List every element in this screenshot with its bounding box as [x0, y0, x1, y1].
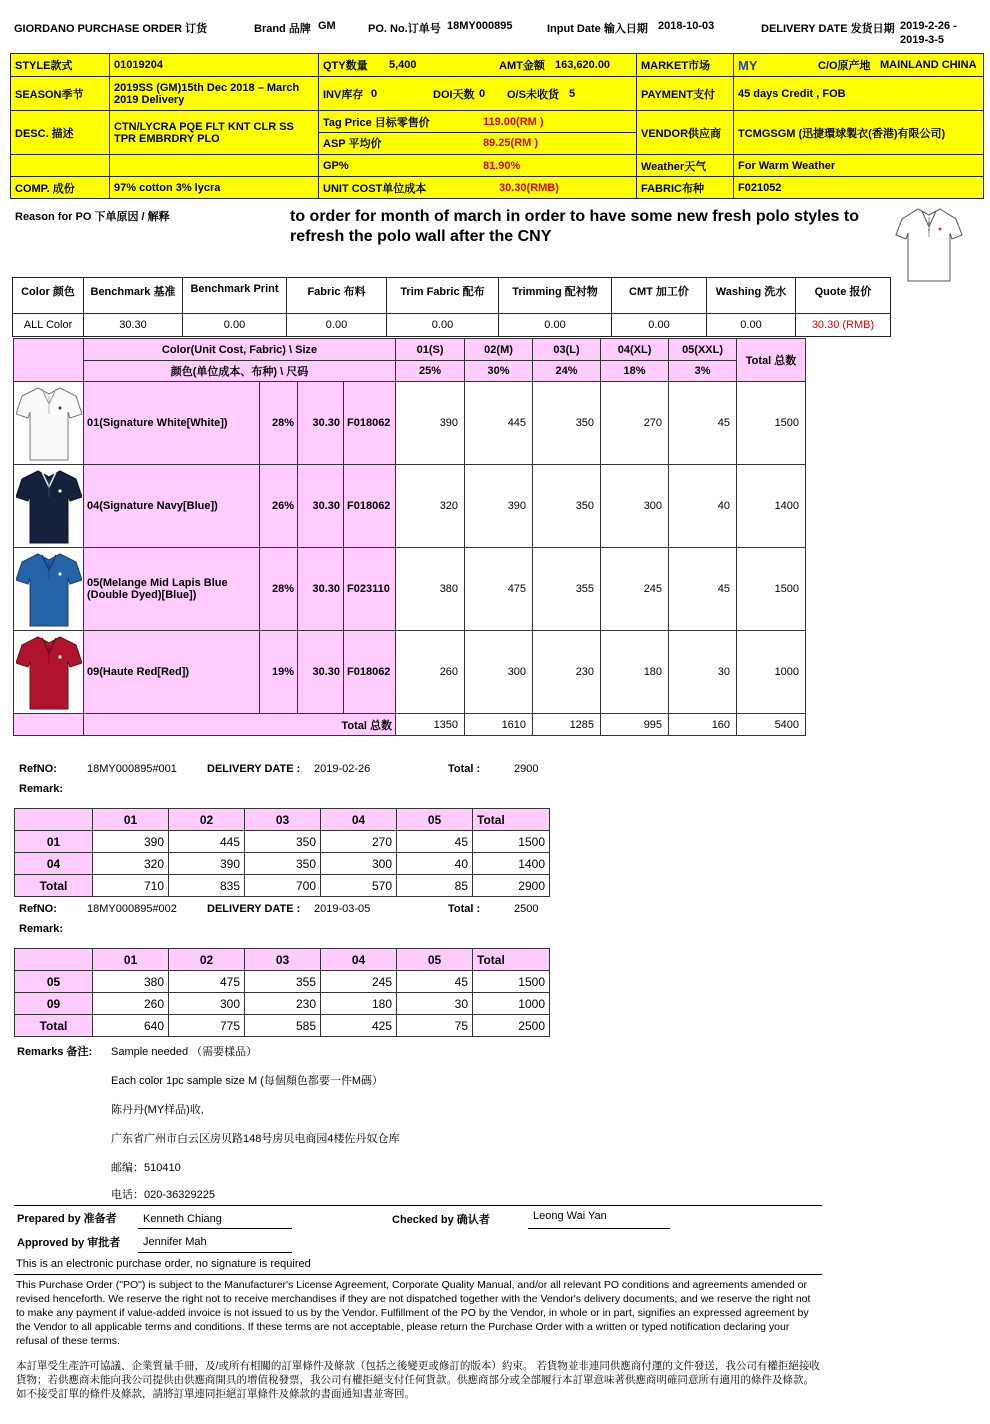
cost-header-quote: Quote 报价: [796, 278, 891, 314]
fabric-value: F021052: [734, 177, 984, 199]
comp-label: COMP. 成份: [11, 177, 110, 199]
ref1-remark-label: Remark:: [19, 783, 64, 795]
ref2-cell: 1000: [473, 993, 550, 1015]
ref1-row-label: 01: [15, 831, 93, 853]
ref1-cell: 1500: [473, 831, 550, 853]
white-polo-icon: [16, 384, 82, 462]
ref2-cell: 355: [245, 971, 321, 993]
ref2-date-value: 2019-03-05: [314, 903, 371, 915]
ref2-cell: 2500: [473, 1015, 550, 1037]
ref2-total-value: 2500: [514, 903, 539, 915]
ref1-cell: 350: [245, 853, 321, 875]
grand-total-l: 1285: [533, 714, 601, 736]
ref2-cell: 1500: [473, 971, 550, 993]
matrix-row-total: 1400: [737, 465, 806, 548]
inv-label: INV库存: [323, 88, 364, 101]
season-value: 2019SS (GM)15th Dec 2018 – March 2019 Delivery: [110, 77, 319, 111]
comp-value: 97% cotton 3% lycra: [110, 177, 319, 199]
qty-value: 5,400: [389, 59, 417, 71]
ref2-cell: 300: [169, 993, 245, 1015]
po-value: 18MY000895: [447, 20, 513, 32]
remark-line: Each color 1pc sample size M (每個顏色都要一件M碼）: [111, 1075, 383, 1087]
origin-label: C/O原产地: [818, 60, 871, 72]
grand-total-all: 5400: [737, 714, 806, 736]
matrix-color-cost: 30.30: [298, 548, 344, 631]
ref2-col-04: 04: [321, 949, 397, 971]
cost-cell-fabric: 0.00: [287, 314, 387, 337]
size-ratio-xl: 18%: [601, 361, 669, 382]
matrix-row-total: 1500: [737, 548, 806, 631]
qty-label: QTY数量: [323, 60, 368, 72]
size-header-l: 03(L): [533, 339, 601, 361]
ref2-cell: 380: [93, 971, 169, 993]
ref2-col-01: 01: [93, 949, 169, 971]
cost-cell-benchmark-print: 0.00: [183, 314, 287, 337]
ref2-cell: 230: [245, 993, 321, 1015]
matrix-color-name: 05(Melange Mid Lapis Blue (Double Dyed)[Blue]): [84, 548, 260, 631]
matrix-color-cost: 30.30: [298, 382, 344, 465]
ref1-cell: 85: [397, 875, 473, 897]
cost-header-trim-fabric: Trim Fabric 配布: [387, 278, 499, 314]
matrix-qty-xxl: 40: [669, 465, 737, 548]
remark-line: Sample needed （需要樣品）: [111, 1046, 258, 1058]
checked-by-label: Checked by 确认者: [392, 1214, 490, 1226]
ref1-cell: 300: [321, 853, 397, 875]
prepared-by-underline: [138, 1228, 292, 1229]
matrix-row: [14, 382, 806, 465]
matrix-color-cost: 30.30: [298, 631, 344, 714]
ref2-row-label: 05: [15, 971, 93, 993]
table-row: [15, 875, 550, 897]
size-quantity-matrix: [13, 338, 806, 736]
origin-value: MAINLAND CHINA: [880, 59, 977, 71]
ref2-cell: 30: [397, 993, 473, 1015]
ref1-cell: 320: [93, 853, 169, 875]
ref1-row-label: Total: [15, 875, 93, 897]
ref2-cell: 775: [169, 1015, 245, 1037]
ref1-date-value: 2019-02-26: [314, 763, 371, 775]
cost-header-trimming: Trimming 配衬物: [499, 278, 612, 314]
matrix-color-pct: 26%: [260, 465, 298, 548]
matrix-color-pct: 28%: [260, 548, 298, 631]
tag-price-label: Tag Price 目标零售价: [323, 116, 430, 129]
cost-cell-color: ALL Color: [13, 314, 84, 337]
cost-cell-washing: 0.00: [707, 314, 796, 337]
ref2-col-total: Total: [473, 949, 550, 971]
cost-header-washing: Washing 洗水: [707, 278, 796, 314]
doi-label: DOI天数: [433, 88, 475, 101]
remarks-label: Remarks 备注:: [17, 1046, 93, 1058]
matrix-color-name: 01(Signature White[White]): [84, 382, 260, 465]
ref1-cell: 350: [245, 831, 321, 853]
matrix-row: [14, 548, 806, 631]
ref1-cell: 835: [169, 875, 245, 897]
grand-total-s: 1350: [396, 714, 465, 736]
delivery-date-value-start: 2019-2-26 -: [900, 20, 957, 32]
matrix-qty-s: 320: [396, 465, 465, 548]
matrix-qty-xxl: 45: [669, 382, 737, 465]
matrix-qty-m: 475: [465, 548, 533, 631]
inv-value: 0: [371, 87, 378, 100]
brand-label: Brand 品牌: [254, 23, 311, 35]
ref2-cell: 260: [93, 993, 169, 1015]
approved-by-underline: [138, 1252, 292, 1253]
ref1-label: RefNO:: [19, 763, 57, 775]
grand-total-xl: 995: [601, 714, 669, 736]
ref2-cell: 245: [321, 971, 397, 993]
ref1-cell: 270: [321, 831, 397, 853]
asp-value: 89.25(RM ): [483, 137, 539, 149]
navy-polo-icon: [16, 467, 82, 545]
ref2-cell: 75: [397, 1015, 473, 1037]
amt-label: AMT金额: [499, 60, 545, 72]
matrix-grand-total-row: [14, 714, 806, 736]
page-title: GIORDANO PURCHASE ORDER 订货: [14, 23, 208, 35]
outstanding-label: O/S未收货: [507, 88, 559, 101]
ref1-cell: 570: [321, 875, 397, 897]
remark-line: 电话：020-36329225: [111, 1189, 215, 1201]
matrix-color-cost: 30.30: [298, 465, 344, 548]
ref2-cell: 475: [169, 971, 245, 993]
po-info-grid: [10, 53, 984, 199]
cost-cell-trimming: 0.00: [499, 314, 612, 337]
matrix-header-cn: 颜色(单位成本、布种) \ 尺码: [84, 361, 396, 382]
amt-value: 163,620.00: [555, 59, 611, 71]
tag-price-value: 119.00(RM ): [483, 115, 544, 128]
ref2-total-label: Total :: [448, 903, 481, 915]
grand-total-m: 1610: [465, 714, 533, 736]
size-header-xxl: 05(XXL): [669, 339, 737, 361]
electronic-note: This is an electronic purchase order, no signature is required: [16, 1258, 311, 1270]
matrix-qty-m: 445: [465, 382, 533, 465]
ref2-cell: 45: [397, 971, 473, 993]
ref2-col-03: 03: [245, 949, 321, 971]
cost-cell-trim-fabric: 0.00: [387, 314, 499, 337]
section-divider: [14, 1205, 822, 1206]
cost-header-color: Color 颜色: [13, 278, 84, 314]
ref1-col-02: 02: [169, 809, 245, 831]
ref1-cell: 445: [169, 831, 245, 853]
matrix-qty-xl: 300: [601, 465, 669, 548]
reason-label: Reason for PO 下单原因 / 解释: [15, 211, 170, 223]
matrix-qty-s: 380: [396, 548, 465, 631]
ref1-col-total: Total: [473, 809, 550, 831]
payment-label: PAYMENT支付: [637, 77, 734, 111]
matrix-color-pct: 28%: [260, 382, 298, 465]
cost-cell-quote: 30.30 (RMB): [796, 314, 891, 337]
matrix-row: [14, 631, 806, 714]
ref1-row-label: 04: [15, 853, 93, 875]
table-row: [15, 971, 550, 993]
vendor-label: VENDOR供应商: [637, 111, 734, 155]
ref1-cell: 700: [245, 875, 321, 897]
matrix-qty-xxl: 30: [669, 631, 737, 714]
table-row: [15, 1015, 550, 1037]
ref1-cell: 45: [397, 831, 473, 853]
matrix-grand-total-label: Total 总数: [84, 714, 396, 736]
ref2-cell: 425: [321, 1015, 397, 1037]
ref1-cell: 1400: [473, 853, 550, 875]
ref1-col-03: 03: [245, 809, 321, 831]
approved-by-value: Jennifer Mah: [143, 1236, 207, 1248]
matrix-color-name: 04(Signature Navy[Blue]): [84, 465, 260, 548]
cost-header-benchmark: Benchmark 基准: [84, 278, 183, 314]
ref1-cell: 2900: [473, 875, 550, 897]
cost-cell-cmt: 0.00: [612, 314, 707, 337]
size-header-m: 02(M): [465, 339, 533, 361]
polo-sketch-icon: [894, 203, 964, 285]
blue-polo-icon: [16, 550, 82, 628]
matrix-qty-l: 230: [533, 631, 601, 714]
remark-line: 陈丹丹(MY样品)收,: [111, 1104, 204, 1116]
ref2-row-label: 09: [15, 993, 93, 1015]
red-polo-icon: [16, 633, 82, 711]
cost-breakdown-table: [12, 277, 891, 337]
ref2-value: 18MY000895#002: [87, 903, 177, 915]
ref2-label: RefNO:: [19, 903, 57, 915]
unit-cost-label: UNIT COST单位成本: [323, 182, 427, 195]
cost-header-benchmark-print: Benchmark Print: [183, 278, 287, 314]
delivery-date-label: DELIVERY DATE 发货日期: [761, 23, 895, 35]
remark-line: 邮编：510410: [111, 1162, 181, 1174]
market-label: MARKET市场: [637, 54, 734, 77]
size-header-xl: 04(XL): [601, 339, 669, 361]
ref1-col-01: 01: [93, 809, 169, 831]
matrix-color-fabric: F018062: [344, 631, 396, 714]
matrix-color-fabric: F023110: [344, 548, 396, 631]
ref2-col-05: 05: [397, 949, 473, 971]
unit-cost-value: 30.30(RMB): [499, 181, 559, 194]
weather-value: For Warm Weather: [734, 155, 984, 177]
prepared-by-label: Prepared by 准备者: [17, 1213, 117, 1225]
matrix-row: [14, 465, 806, 548]
ref2-cell: 585: [245, 1015, 321, 1037]
terms-english: This Purchase Order ("PO") is subject to the Manufacturer's License Agreement, Corporate Quality Manual, and/or all relevant PO conditions and agreements amended or revised henceforth. We reserve the right not to receive merchandises if they are not dispatched together with the Vendor's delivery documents, and we reserve the right not to make any payment if value-added invoice is not issued to us by the Vendor. Fulfillment of the PO by the Vendor, in whole or in part, signifies an expressed agreement by the Vendor to all applicable terms and conditions. If these terms are not acceptable, please return the Purchase Order with a written or typed notification declaring your refusal of these terms.: [16, 1279, 811, 1347]
matrix-qty-l: 350: [533, 465, 601, 548]
size-ratio-m: 30%: [465, 361, 533, 382]
style-value: 01019204: [110, 54, 319, 77]
terms-chinese: 本訂單受生產許可協議、企業質量手冊，及/或所有相關的訂單條件及條款（包括之後變更或修訂的版本）約束。 若貨物並非連同供應商付運的文件發送，我公司有權拒絕接收貨物；若供應商未能向我公司提供由供應商開具的增值稅發票，我公司有權拒絕支付任何貨款。供應商部分或全部履行本訂單意味著供應商明確同意所有適用的條件及條款。如不接受訂單的條件及條款，請將訂單連同拒絕訂單條件及條款的書面通知書並寄回。: [16, 1360, 820, 1400]
matrix-qty-l: 355: [533, 548, 601, 631]
asp-label: ASP 平均价: [323, 138, 382, 150]
matrix-qty-l: 350: [533, 382, 601, 465]
matrix-header-en: Color(Unit Cost, Fabric) \ Size: [84, 339, 396, 361]
style-label: STYLE款式: [11, 54, 110, 77]
desc-label: DESC. 描述: [11, 111, 110, 155]
ref1-cell: 710: [93, 875, 169, 897]
doi-value: 0: [479, 87, 486, 100]
size-header-s: 01(S): [396, 339, 465, 361]
delivery-date-value-end: 2019-3-5: [900, 34, 945, 46]
outstanding-value: 5: [569, 87, 576, 100]
ref1-cell: 390: [169, 853, 245, 875]
po-label: PO. No.订单号: [368, 23, 441, 35]
ref2-remark-label: Remark:: [19, 923, 64, 935]
matrix-color-pct: 19%: [260, 631, 298, 714]
checked-by-underline: [528, 1228, 670, 1229]
ref1-col-05: 05: [397, 809, 473, 831]
payment-value: 45 days Credit , FOB: [734, 77, 984, 111]
ref2-cell: 180: [321, 993, 397, 1015]
size-ratio-l: 24%: [533, 361, 601, 382]
ref2-cell: 640: [93, 1015, 169, 1037]
table-row: [15, 831, 550, 853]
matrix-qty-m: 390: [465, 465, 533, 548]
ref1-total-value: 2900: [514, 763, 539, 775]
matrix-total-header: Total 总数: [737, 339, 806, 382]
grand-total-xxl: 160: [669, 714, 737, 736]
ref2-row-label: Total: [15, 1015, 93, 1037]
ref1-cell: 390: [93, 831, 169, 853]
ref1-col-04: 04: [321, 809, 397, 831]
ref1-date-label: DELIVERY DATE :: [207, 763, 301, 775]
matrix-row-total: 1000: [737, 631, 806, 714]
section-divider: [14, 1274, 822, 1275]
size-ratio-xxl: 3%: [669, 361, 737, 382]
reason-text-line-2: refresh the polo wall after the CNY: [290, 228, 552, 245]
input-date-label: Input Date 输入日期: [547, 23, 648, 35]
matrix-qty-xl: 180: [601, 631, 669, 714]
weather-label: Weather天气: [637, 155, 734, 177]
prepared-by-value: Kenneth Chiang: [143, 1213, 222, 1225]
remark-line: 广东省广州市白云区房贝路148号房贝电商园4楼佐丹奴仓库: [111, 1133, 400, 1145]
matrix-row-total: 1500: [737, 382, 806, 465]
vendor-value: TCMGSGM (迅捷環球製衣(香港)有限公司): [734, 111, 984, 155]
market-value: MY: [738, 57, 758, 73]
table-row: [15, 993, 550, 1015]
fabric-label: FABRIC布种: [637, 177, 734, 199]
matrix-color-fabric: F018062: [344, 382, 396, 465]
matrix-qty-s: 390: [396, 382, 465, 465]
gp-label: GP%: [323, 159, 349, 172]
ref2-table: [14, 948, 550, 1037]
matrix-qty-xl: 270: [601, 382, 669, 465]
approved-by-label: Approved by 审批者: [17, 1237, 121, 1249]
ref1-table: [14, 808, 550, 897]
ref2-col-02: 02: [169, 949, 245, 971]
matrix-qty-xl: 245: [601, 548, 669, 631]
ref2-date-label: DELIVERY DATE :: [207, 903, 301, 915]
cost-header-fabric: Fabric 布料: [287, 278, 387, 314]
ref1-total-label: Total :: [448, 763, 481, 775]
matrix-color-name: 09(Haute Red[Red]): [84, 631, 260, 714]
table-row: [15, 853, 550, 875]
season-label: SEASON季节: [11, 77, 110, 111]
ref1-cell: 40: [397, 853, 473, 875]
matrix-color-fabric: F018062: [344, 465, 396, 548]
gp-value: 81.90%: [483, 159, 521, 172]
matrix-qty-s: 260: [396, 631, 465, 714]
cost-cell-benchmark: 30.30: [84, 314, 183, 337]
ref1-value: 18MY000895#001: [87, 763, 177, 775]
size-ratio-s: 25%: [396, 361, 465, 382]
input-date-value: 2018-10-03: [658, 20, 715, 32]
matrix-qty-xxl: 45: [669, 548, 737, 631]
brand-value: GM: [318, 20, 336, 32]
desc-value: CTN/LYCRA PQE FLT KNT CLR SS TPR EMBRDRY PLO: [110, 111, 319, 155]
cost-header-cmt: CMT 加工价: [612, 278, 707, 314]
reason-text-line-1: to order for month of march in order to have some new fresh polo styles to: [290, 208, 859, 225]
matrix-qty-m: 300: [465, 631, 533, 714]
checked-by-value: Leong Wai Yan: [533, 1210, 607, 1222]
